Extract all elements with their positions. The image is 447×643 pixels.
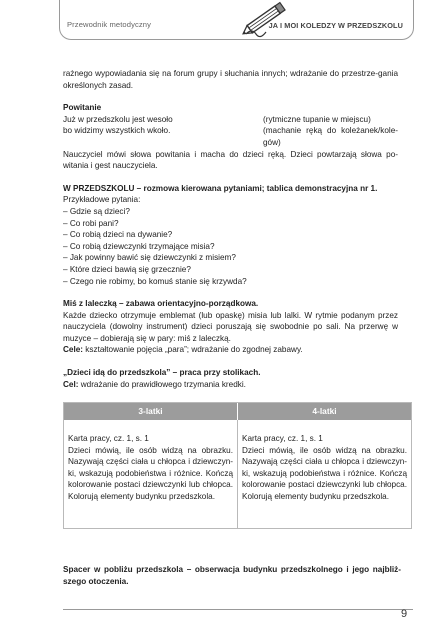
section-title-w-przedszkolu: W PRZEDSZKOLU – rozmowa kierowana pytaniami; tablica demonstracyjna nr 1. (63, 183, 378, 193)
laleczka-description: Każde dziecko otrzymuje emblemat (lub opaskę) misia lub lalki. W rytmie podanym przez nauczyciela (dowolny instrument) dzieci poruszają się swobodnie po sali. Na przerwę w muzyce – dobierają się w pary: miś z laleczką. (63, 310, 398, 343)
section-title-powitanie: Powitanie (63, 103, 102, 113)
section-title-spacer: Spacer w pobliżu przedszkola – obserwacja budynku przedszkolnego i jego najbliż-szego otoczenia. (63, 565, 401, 586)
powitanie-verse: bo widzimy wszystkich wkoło. (63, 126, 171, 136)
footer-divider (63, 609, 413, 610)
intro-paragraph: rażnego wypowiadania się na forum grupy i słuchania innych; wdrażanie do przestrze-gania określonych zasad. (63, 69, 398, 90)
worksheet-title: Karta pracy, cz. 1, s. 1 (68, 434, 149, 443)
powitanie-note: (machanie ręką do koleżanek/kole-gów) (263, 126, 398, 147)
table-cell-4-latki (237, 420, 411, 528)
powitanie-line (63, 125, 398, 148)
powitanie-line (63, 114, 398, 126)
page-header (59, 0, 414, 40)
powitanie-note: (rytmiczne tupanie w miejscu) (263, 114, 371, 124)
section-title-mis-z-laleczka: Miś z laleczką – zabawa orientacyjno-porządkowa. (63, 299, 259, 309)
goal-text: wdrażanie do prawidłowego trzymania kredki. (78, 379, 246, 389)
question-item: – Jak powinny bawić się dziewczynki z misiem? (63, 253, 236, 263)
question-item: – Gdzie są dzieci? (63, 206, 130, 216)
section-title-stoliki: „Dzieci idą do przedszkola” – praca przy stolikach. (63, 368, 261, 378)
goal-label: Cele: (63, 345, 84, 355)
table-header-row (64, 403, 411, 420)
worksheet-description: Dzieci mówią, ile osób widzą na obrazku. Nazywają części ciała u chłopca i dziewczyn-ki, wskazują podobieństwa i różnice. Kończą kolorowanie postaci dziewczynki lub chłopca. Kolorują elementy budynku przedszkola. (68, 445, 233, 501)
laleczka-goal (63, 344, 398, 356)
question-item: – Czego nie robimy, bo komuś stanie się krzywda? (63, 276, 247, 286)
table-header-3-latki: 3-latki (64, 403, 237, 420)
goal-label: Cel: (63, 379, 79, 389)
page-number: 9 (401, 608, 408, 620)
header-right-title: JA I MOI KOLEDZY W PRZEDSZKOLU (268, 21, 403, 30)
question-item: – Co robią dzieci na dywanie? (63, 230, 173, 240)
powitanie-description: Nauczyciel mówi słowa powitania i macha do dzieci ręką. Dzieci powtarzają słowa po-witania i gest nauczyciela. (63, 149, 398, 171)
header-left-title: Przewodnik metodyczny (67, 20, 151, 29)
table-cell-3-latki (64, 420, 237, 528)
age-group-table (63, 402, 412, 529)
questions-intro: Przykładowe pytania: (63, 195, 141, 205)
worksheet-description: Dzieci mówią, ile osób widzą na obrazku. Nazywają części ciała u chłopca i dziewczyn-ki, wskazują podobieństwa i różnice. Kończą kolorowanie postaci dziewczynki lub chłopca. Kolorują elementy budynku przedszkola. (242, 445, 407, 501)
question-item: – Co robią dziewczynki trzymające misia? (63, 241, 215, 251)
table-header-4-latki: 4-latki (237, 403, 411, 420)
stoliki-goal (63, 379, 398, 391)
worksheet-title: Karta pracy, cz. 1, s. 1 (242, 434, 323, 443)
goal-text: kształtowanie pojęcia „para”; wdrażanie do zgodnej zabawy. (83, 345, 303, 355)
main-content (63, 68, 398, 390)
question-item: – Które dzieci bawią się grzecznie? (63, 264, 191, 274)
question-item: – Co robi pani? (63, 218, 119, 228)
table-row (64, 420, 411, 528)
powitanie-verse: Już w przedszkolu jest wesoło (63, 114, 173, 124)
